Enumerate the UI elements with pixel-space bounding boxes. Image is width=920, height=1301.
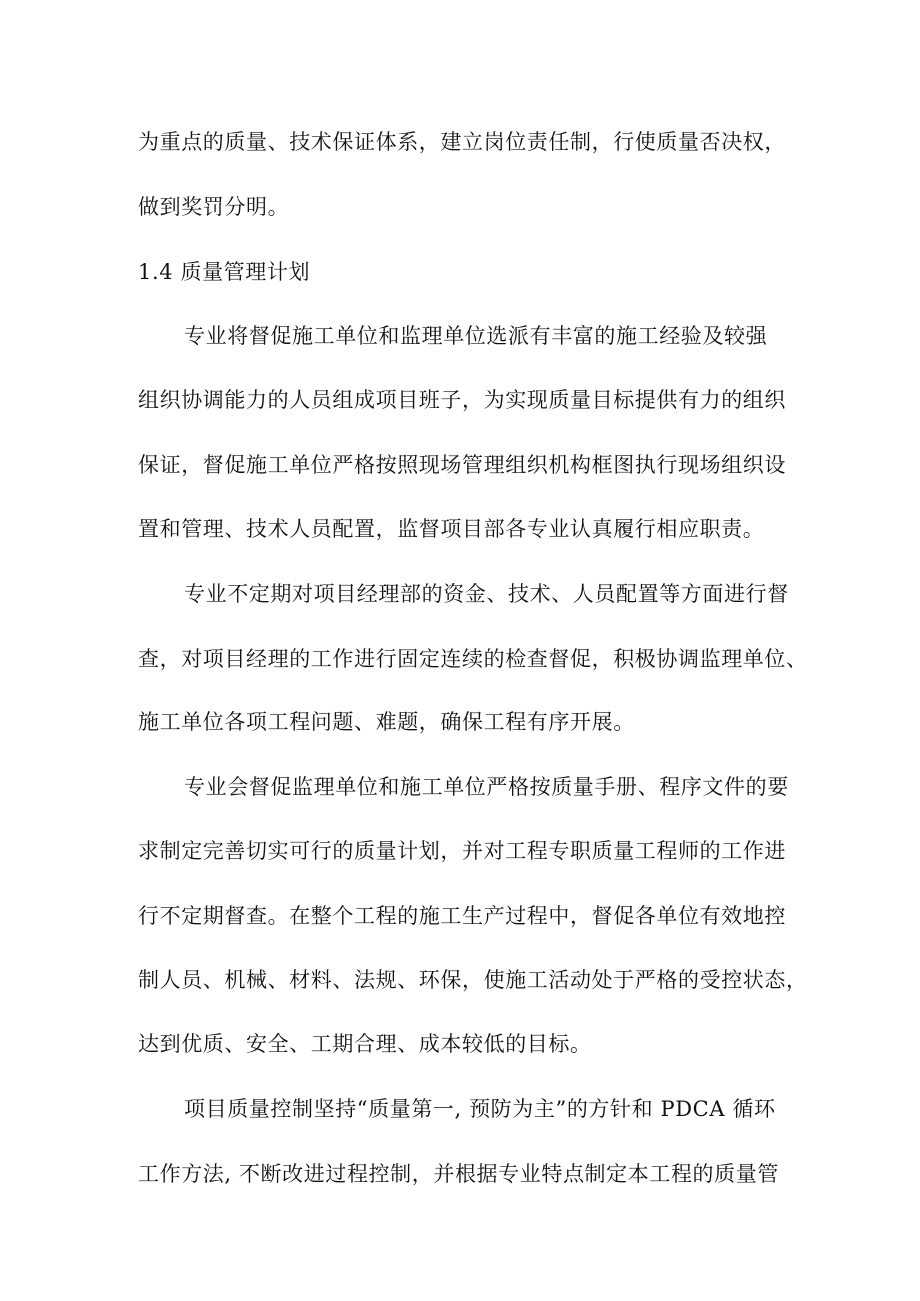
paragraph4-line-1: 项目质量控制坚持“质量第一, 预防为主”的方针和 PDCA 循环 — [184, 1097, 776, 1121]
paragraph3-line-4: 制人员、机械、材料、法规、环保，使施工活动处于严格的受控状态， — [138, 968, 808, 992]
paragraph3-line-5: 达到优质、安全、工期合理、成本较低的目标。 — [138, 1032, 592, 1056]
paragraph3-line-1: 专业会督促监理单位和施工单位严格按质量手册、程序文件的要 — [184, 775, 789, 799]
section-heading: 1.4 质量管理计划 — [138, 260, 311, 284]
paragraph1-line-4: 置和管理、技术人员配置，监督项目部各专业认真履行相应职责。 — [138, 517, 765, 541]
intro-line-1: 为重点的质量、技术保证体系，建立岗位责任制，行使质量否决权， — [138, 130, 786, 154]
paragraph2-line-1: 专业不定期对项目经理部的资金、技术、人员配置等方面进行督 — [184, 582, 789, 606]
paragraph3-line-2: 求制定完善切实可行的质量计划，并对工程专职质量工程师的工作进 — [138, 839, 786, 863]
paragraph2-line-2: 查，对项目经理的工作进行固定连续的检查督促，积极协调监理单位、 — [138, 647, 808, 671]
paragraph4-line-2: 工作方法, 不断改进过程控制，并根据专业特点制定本工程的质量管 — [138, 1162, 779, 1186]
paragraph1-line-3: 保证，督促施工单位严格按照现场管理组织机构框图执行现场组织设 — [138, 453, 786, 477]
paragraph1-line-2: 组织协调能力的人员组成项目班子，为实现质量目标提供有力的组织 — [138, 388, 786, 412]
intro-line-2: 做到奖罚分明。 — [138, 195, 290, 219]
paragraph1-line-1: 专业将督促施工单位和监理单位选派有丰富的施工经验及较强 — [184, 324, 768, 348]
paragraph3-line-3: 行不定期督查。在整个工程的施工生产过程中，督促各单位有效地控 — [138, 904, 786, 928]
paragraph2-line-3: 施工单位各项工程问题、难题，确保工程有序开展。 — [138, 710, 635, 734]
